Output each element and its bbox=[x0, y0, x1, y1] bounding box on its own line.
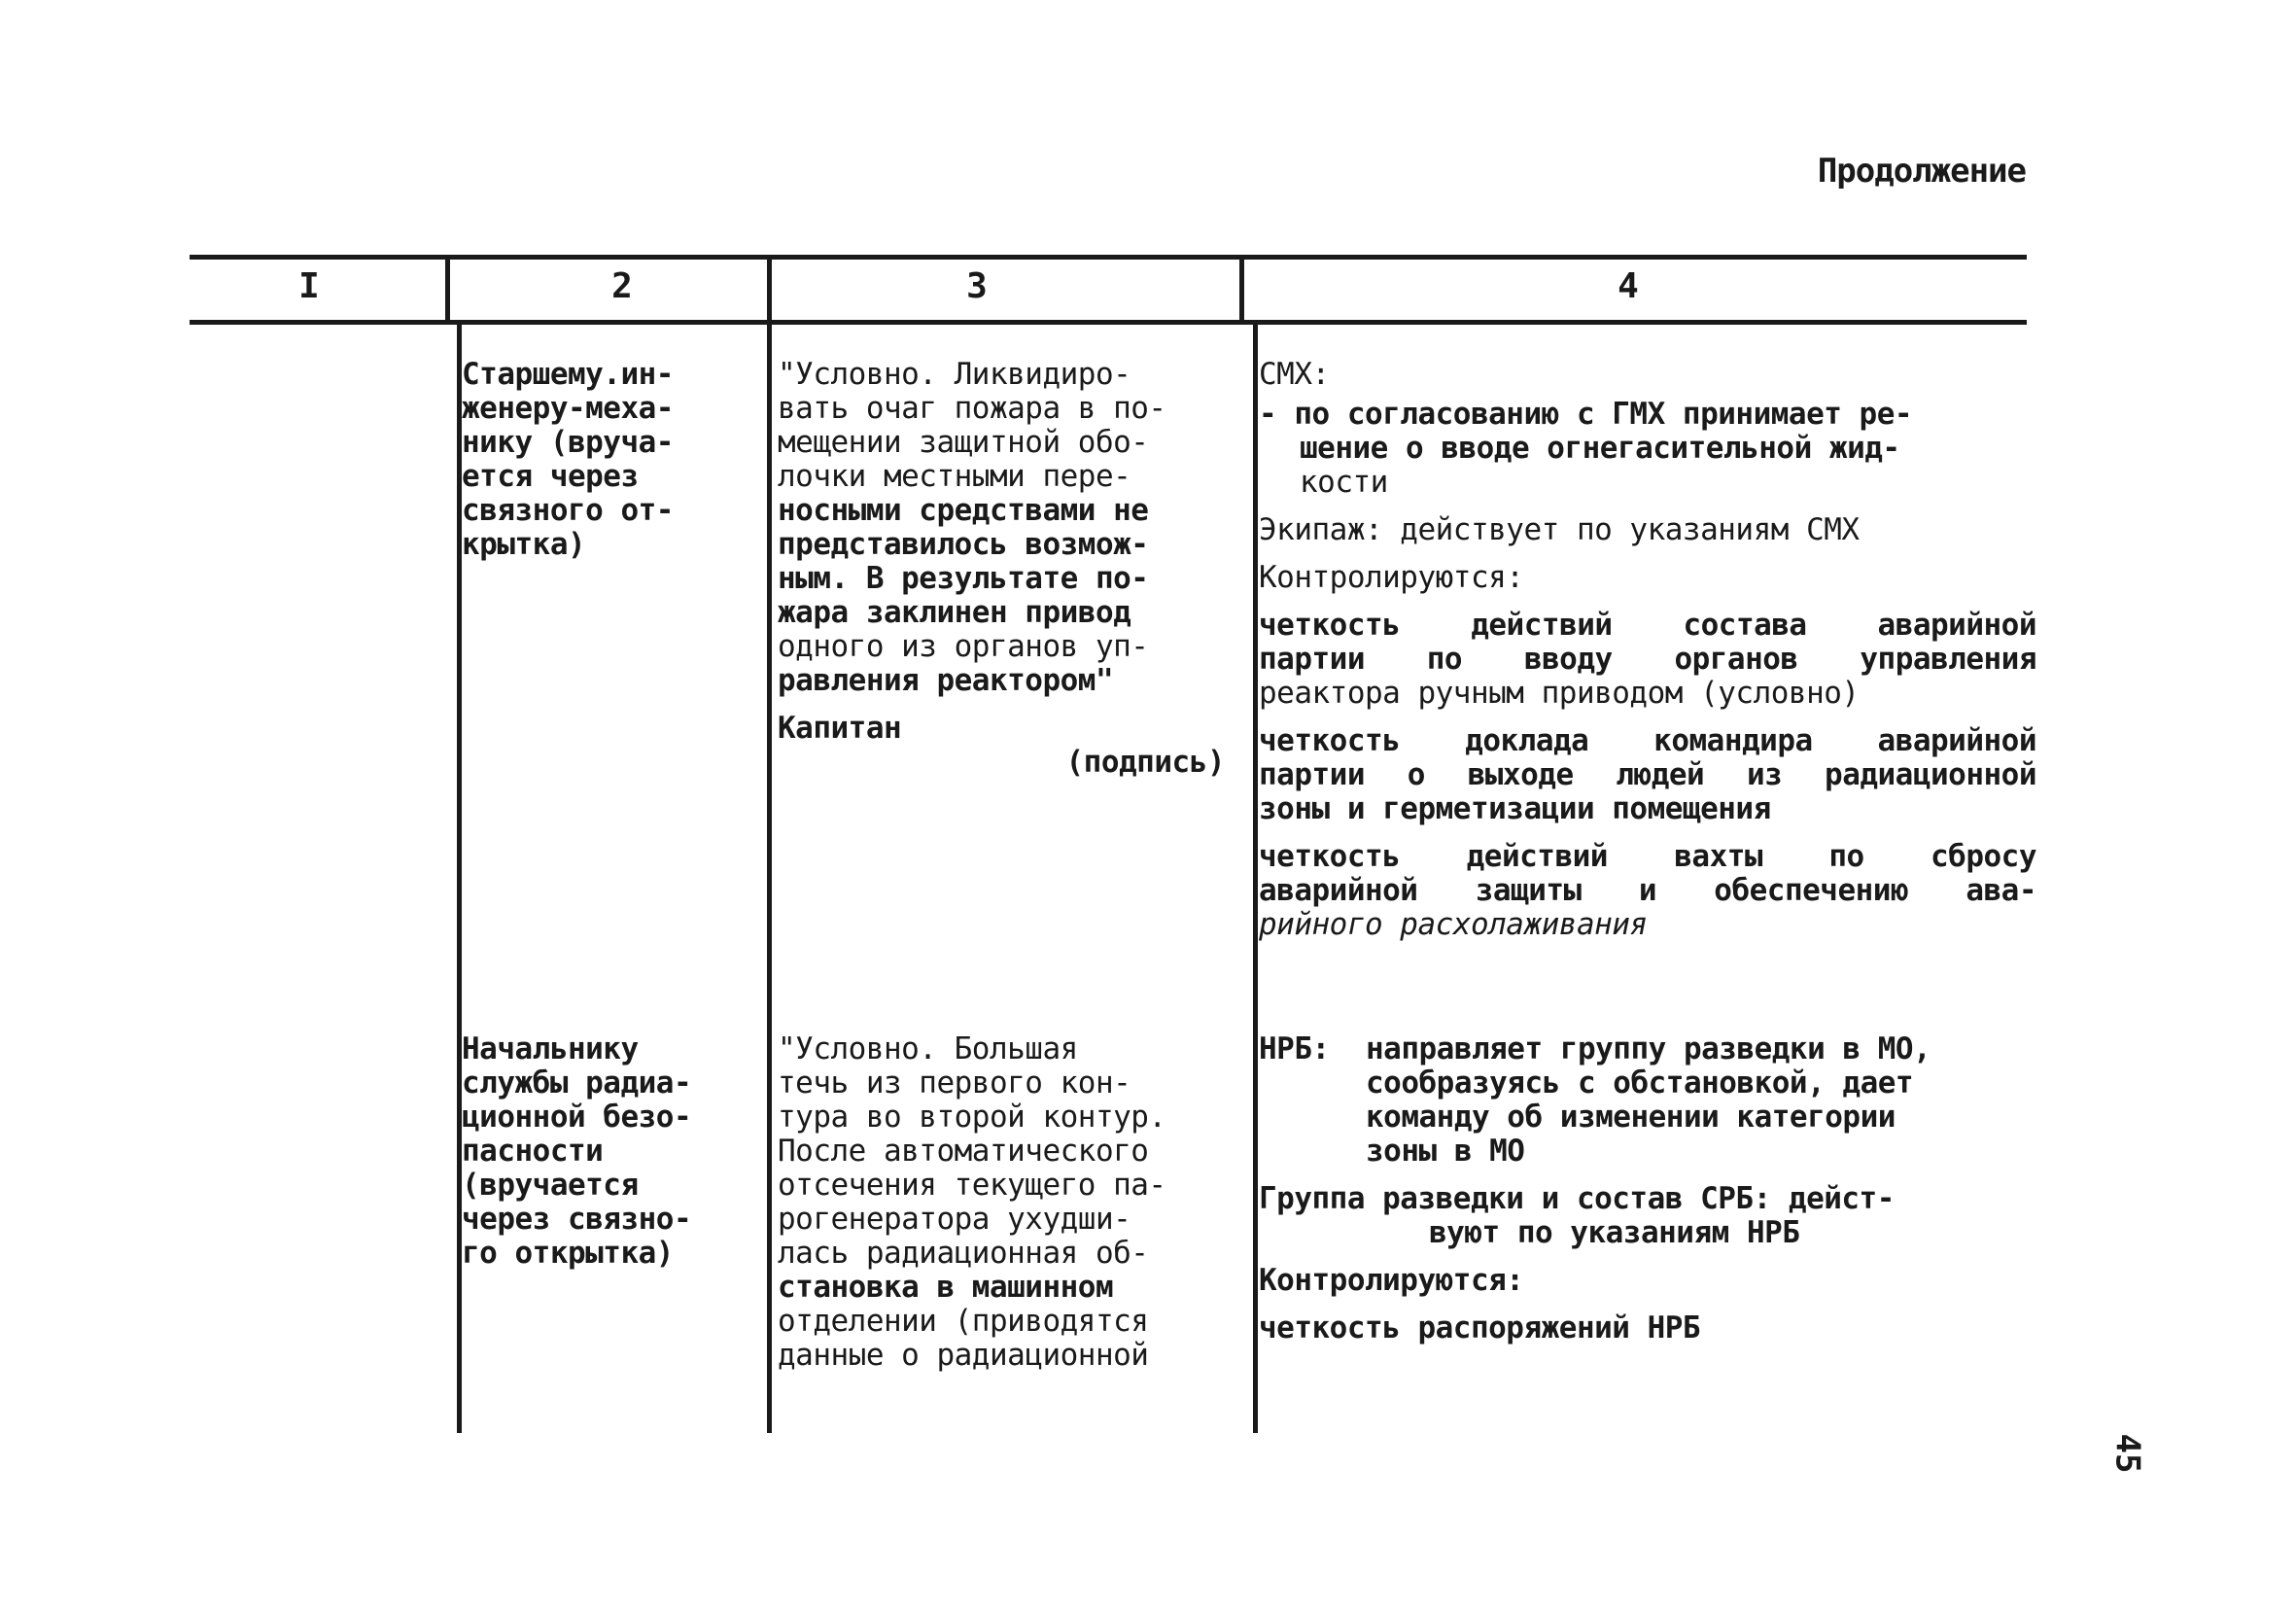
row2-recipient-line: через связно- bbox=[462, 1202, 692, 1237]
smx-label: СМХ: bbox=[1259, 357, 1330, 392]
column-divider-3-body bbox=[1253, 325, 1258, 1433]
check-line: четкость действий состава аварийной bbox=[1259, 608, 2036, 643]
row2-scenario bbox=[778, 1032, 1244, 1373]
row1-scenario-line: мещении защитной обо- bbox=[778, 425, 1149, 460]
nrb-line: зоны в МО bbox=[1366, 1134, 1525, 1169]
row1-recipient-line: Старшему.ин- bbox=[462, 357, 674, 392]
row1-recipient-line: нику (вруча- bbox=[462, 425, 674, 460]
row1-scenario bbox=[778, 358, 1244, 780]
row2-actions bbox=[1259, 1032, 2036, 1345]
column-number-4: 4 bbox=[1618, 266, 1639, 306]
controlled-label: Контролируются: bbox=[1259, 1263, 1524, 1298]
row2-recipient-line: пасности bbox=[462, 1134, 604, 1169]
row1-scenario-line: представилось возмож- bbox=[778, 527, 1149, 562]
check-item bbox=[1259, 609, 2036, 711]
check-line: четкость распоряжений НРБ bbox=[1259, 1310, 1701, 1345]
smx-item-line: кости bbox=[1300, 465, 1388, 500]
check-line: рийного расхолаживания bbox=[1259, 907, 1648, 942]
row1-recipient-line: женеру-меха- bbox=[462, 391, 674, 426]
check-item bbox=[1259, 840, 2036, 942]
row2-recipient bbox=[462, 1032, 753, 1271]
column-divider-2 bbox=[767, 255, 772, 1433]
check-line: четкость доклада командира аварийной bbox=[1259, 723, 2036, 758]
row2-scenario-line: отделении (приводятся bbox=[778, 1304, 1149, 1339]
column-divider-1 bbox=[445, 255, 450, 325]
row2-scenario-line: течь из первого кон- bbox=[778, 1066, 1131, 1100]
row1-signer: Капитан bbox=[778, 711, 902, 746]
row2-recipient-line: го открытка) bbox=[462, 1236, 674, 1271]
row2-scenario-line: тура во второй контур. bbox=[778, 1100, 1166, 1135]
table-header-rule bbox=[190, 320, 2027, 325]
row1-scenario-line: одного из органов уп- bbox=[778, 629, 1149, 664]
check-line: партии по вводу органов управления bbox=[1259, 642, 2036, 677]
nrb-line: направляет группу разведки в МО, bbox=[1366, 1031, 1931, 1066]
row1-scenario-line: равления реактором" bbox=[778, 663, 1114, 698]
row2-scenario-line: отсечения текущего па- bbox=[778, 1168, 1166, 1203]
column-number-1: I bbox=[298, 266, 320, 306]
smx-item-line: шение о вводе огнегасительной жид- bbox=[1300, 431, 1900, 466]
row2-scenario-line: лась радиационная об- bbox=[778, 1236, 1149, 1271]
column-number-3: 3 bbox=[966, 266, 988, 306]
controlled-label: Контролируются: bbox=[1259, 560, 1524, 595]
row1-scenario-line: жара заклинен привод bbox=[778, 595, 1131, 630]
column-number-2: 2 bbox=[611, 266, 633, 306]
check-item bbox=[1259, 724, 2036, 826]
nrb-line: сообразуясь с обстановкой, дает bbox=[1366, 1066, 1914, 1100]
continuation-label: Продолжение bbox=[1817, 152, 2026, 191]
row1-recipient-line: ется через bbox=[462, 459, 639, 494]
check-line: аварийной защиты и обеспечению ава- bbox=[1259, 873, 2036, 908]
group-line: Группа разведки и состав СРБ: дейст- bbox=[1259, 1181, 1895, 1216]
row2-scenario-line: После автоматического bbox=[778, 1134, 1149, 1169]
crew-line: Экипаж: действует по указаниям СМХ bbox=[1259, 512, 1860, 547]
row1-scenario-line: вать очаг пожара в по- bbox=[778, 391, 1166, 426]
row1-actions bbox=[1259, 358, 2036, 942]
row1-recipient bbox=[462, 358, 753, 562]
row1-signature: (подпись) bbox=[1065, 745, 1225, 780]
row1-scenario-line: лочки местными пере- bbox=[778, 459, 1131, 494]
nrb-block bbox=[1259, 1032, 2036, 1169]
row1-scenario-line: "Условно. Ликвидиро- bbox=[778, 357, 1131, 392]
row2-scenario-line: "Условно. Большая bbox=[778, 1031, 1078, 1066]
row2-scenario-line: данные о радиационной bbox=[778, 1338, 1149, 1373]
column-divider-3 bbox=[1239, 255, 1244, 325]
row2-recipient-line: (вручается bbox=[462, 1168, 639, 1203]
check-line: четкость действий вахты по сбросу bbox=[1259, 839, 2036, 874]
table-top-rule bbox=[190, 255, 2027, 260]
nrb-line: команду об изменении категории bbox=[1366, 1100, 1896, 1135]
row1-recipient-line: связного от- bbox=[462, 493, 674, 528]
smx-item-line: - по согласованию с ГМХ принимает ре- bbox=[1259, 397, 1913, 432]
group-line: вуют по указаниям НРБ bbox=[1429, 1215, 1800, 1250]
check-line: зоны и герметизации помещения bbox=[1259, 791, 1771, 826]
row2-scenario-line: становка в машинном bbox=[778, 1270, 1114, 1305]
row2-recipient-line: службы радиа- bbox=[462, 1066, 692, 1100]
check-line: партии о выходе людей из радиационной bbox=[1259, 757, 2036, 792]
row1-scenario-line: ным. В результате по- bbox=[778, 561, 1149, 596]
nrb-label: НРБ: bbox=[1259, 1031, 1330, 1066]
row1-recipient-line: крытка) bbox=[462, 527, 586, 562]
check-line: реактора ручным приводом (условно) bbox=[1259, 676, 1860, 711]
row2-recipient-line: ционной безо- bbox=[462, 1100, 692, 1135]
page-number: 45 bbox=[2107, 1433, 2147, 1474]
row2-scenario-line: рогенератора ухудши- bbox=[778, 1202, 1131, 1237]
row2-recipient-line: Начальнику bbox=[462, 1031, 639, 1066]
row1-scenario-line: носными средствами не bbox=[778, 493, 1149, 528]
